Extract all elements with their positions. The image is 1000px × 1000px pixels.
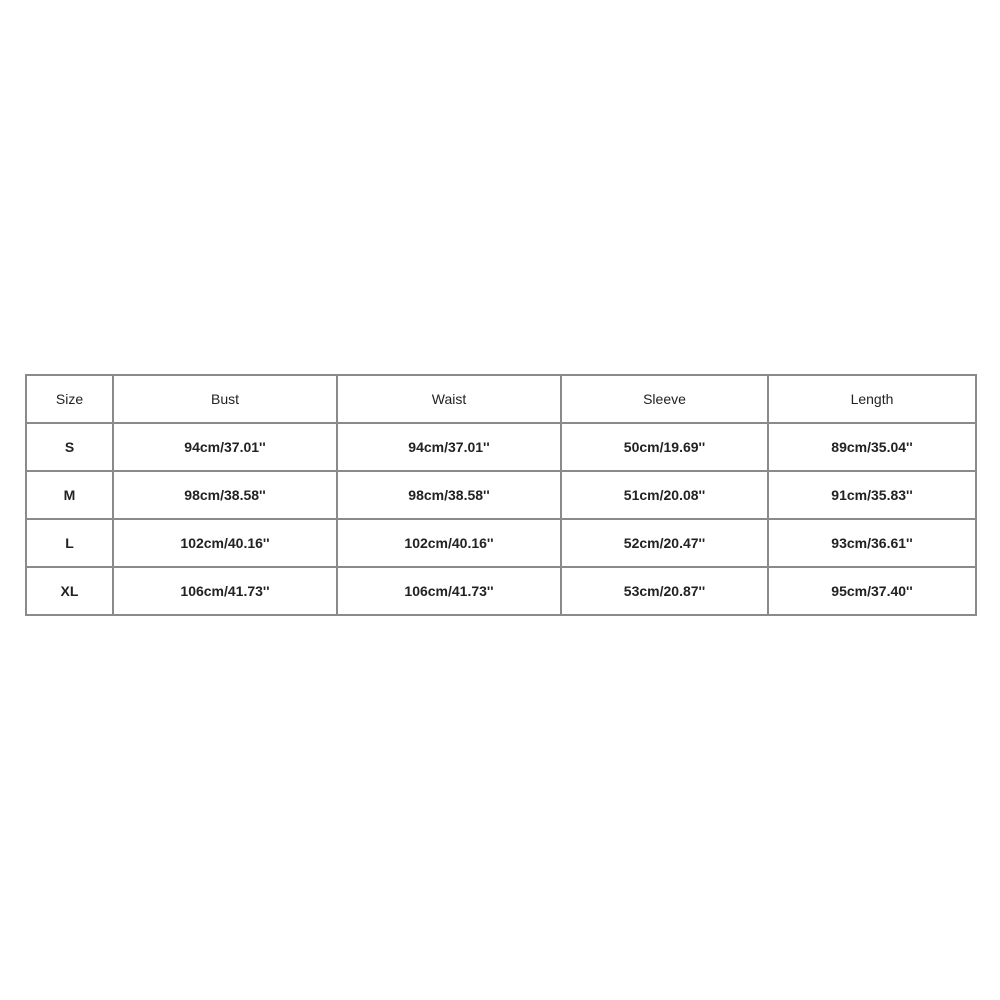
cell-size: S [26,423,113,471]
header-sleeve: Sleeve [561,375,768,423]
cell-size: L [26,519,113,567]
cell-sleeve: 50cm/19.69'' [561,423,768,471]
header-waist: Waist [337,375,561,423]
cell-length: 89cm/35.04'' [768,423,976,471]
cell-sleeve: 53cm/20.87'' [561,567,768,615]
cell-size: M [26,471,113,519]
size-chart-table [25,374,977,616]
cell-waist: 94cm/37.01'' [337,423,561,471]
cell-waist: 102cm/40.16'' [337,519,561,567]
cell-length: 95cm/37.40'' [768,567,976,615]
table-header-row [26,375,976,423]
header-bust: Bust [113,375,337,423]
cell-bust: 98cm/38.58'' [113,471,337,519]
cell-sleeve: 52cm/20.47'' [561,519,768,567]
cell-bust: 102cm/40.16'' [113,519,337,567]
cell-length: 91cm/35.83'' [768,471,976,519]
table-row [26,567,976,615]
cell-bust: 94cm/37.01'' [113,423,337,471]
cell-sleeve: 51cm/20.08'' [561,471,768,519]
table-row [26,423,976,471]
cell-waist: 98cm/38.58'' [337,471,561,519]
header-size: Size [26,375,113,423]
cell-bust: 106cm/41.73'' [113,567,337,615]
cell-size: XL [26,567,113,615]
header-length: Length [768,375,976,423]
table-row [26,471,976,519]
cell-length: 93cm/36.61'' [768,519,976,567]
cell-waist: 106cm/41.73'' [337,567,561,615]
table-row [26,519,976,567]
